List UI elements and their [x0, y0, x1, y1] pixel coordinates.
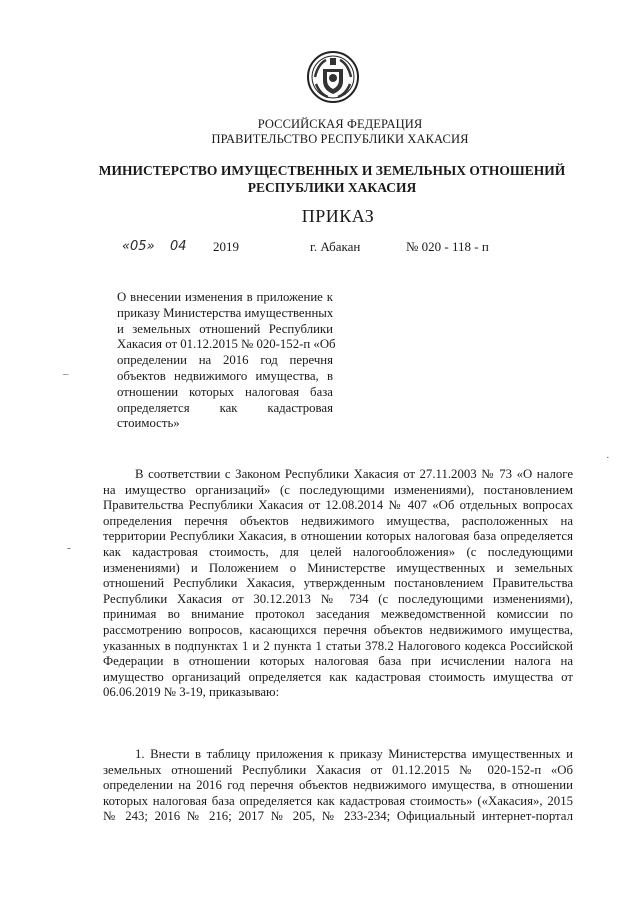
ministry-name-line1: МИНИСТЕРСТВО ИМУЩЕСТВЕННЫХ И ЗЕМЕЛЬНЫХ ОТНОШЕНИЙ — [98, 163, 566, 178]
body-line: Федерации в отношении которых налоговая база при исчислении налога на — [103, 654, 573, 669]
subject-line: объектов недвижимого имущества, в — [117, 368, 333, 383]
order-subject — [117, 290, 336, 432]
body-line: определения перечня объектов недвижимого имущества, расположенных на — [103, 513, 573, 528]
body-line: имущество организаций определяется как кадастровая стоимость имущества от — [103, 669, 573, 684]
body-line: Республики Хакасия от 30.12.2013 № 734 (с последующими изменениями), — [103, 591, 573, 606]
body-line: земельных отношений Республики Хакасия от 01.12.2015 № 020-152-п «Об — [103, 762, 573, 777]
body-line: определении на 2016 год перечня объектов недвижимого имущества, в отношении — [103, 778, 573, 793]
order-date-month: 04 — [170, 239, 187, 254]
scan-mark: · — [606, 452, 610, 464]
subject-line: отношении которых налоговая база — [117, 384, 333, 399]
body-line: которых налоговая база определяется как кадастровая стоимость» («Хакасия», 2015 — [103, 793, 573, 808]
body-line: В соответствии с Законом Республики Хакасия от 27.11.2003 № 73 «О налоге — [135, 467, 573, 481]
subject-line: определении на 2016 год перечня — [117, 353, 333, 368]
subject-line: приказу Министерства имущественных — [117, 305, 334, 320]
ministry-name-line2: РЕСПУБЛИКИ ХАКАСИЯ — [247, 180, 417, 195]
body-line: изменениями) и Положением о Министерстве имущественных и земельных — [103, 560, 573, 575]
subject-line: О внесении изменения в приложение к — [117, 290, 333, 304]
body-line: 1. Внести в таблицу приложения к приказу Министерства имущественных и — [135, 747, 573, 761]
subject-line: определяется как кадастровая — [117, 400, 333, 415]
subject-line: Хакасия от 01.12.2015 № 020-152-п «Об — [117, 337, 336, 352]
government-header: ПРАВИТЕЛЬСТВО РЕСПУБЛИКИ ХАКАСИЯ — [211, 132, 469, 146]
preamble-paragraph — [103, 467, 573, 701]
order-city: г. Абакан — [310, 239, 361, 254]
body-line: № 243; 2016 № 216; 2017 № 205, № 233-234; Официальный интернет-портал — [103, 809, 573, 824]
country-header: РОССИЙСКАЯ ФЕДЕРАЦИЯ — [257, 117, 423, 131]
coat-of-arms-emblem — [306, 50, 360, 104]
order-number: № 020 - 118 - п — [406, 239, 489, 254]
body-line: отношений Республики Хакасия, утвержденным постановлением Правительства — [103, 576, 573, 591]
subject-line: стоимость» — [117, 416, 180, 431]
body-line: 06.06.2019 № 3-19, приказываю: — [103, 685, 280, 700]
body-line: рассмотрению вопросов, касающихся перечня объектов недвижимого имущества, — [103, 622, 573, 637]
scan-mark: - — [67, 542, 71, 554]
body-line: Правительства Республики Хакасия от 12.08.2014 № 407 «Об отдельных вопросах — [103, 498, 573, 513]
subject-line: и земельных отношений Республики — [117, 321, 333, 336]
order-date-day: «05» — [122, 239, 155, 254]
order-date-year: 2019 — [213, 239, 239, 254]
body-line: на имущество организаций» (с последующими изменениями), постановлением — [103, 482, 573, 497]
body-line: принимая во внимание протокол заседания межведомственной комиссии по — [103, 607, 573, 622]
scan-mark: – — [63, 368, 69, 380]
document-type-title: ПРИКАЗ — [301, 206, 375, 226]
clause-1-paragraph — [103, 747, 573, 825]
body-line: указанных в подпунктах 1 и 2 пункта 1 статьи 378.2 Налогового кодекса Российской — [103, 638, 573, 653]
body-line: территории Республики Хакасия, в отношении которых налоговая база определяется — [103, 529, 573, 544]
body-line: как кадастровая стоимость, для целей налогообложения» (с последующими — [103, 544, 573, 559]
